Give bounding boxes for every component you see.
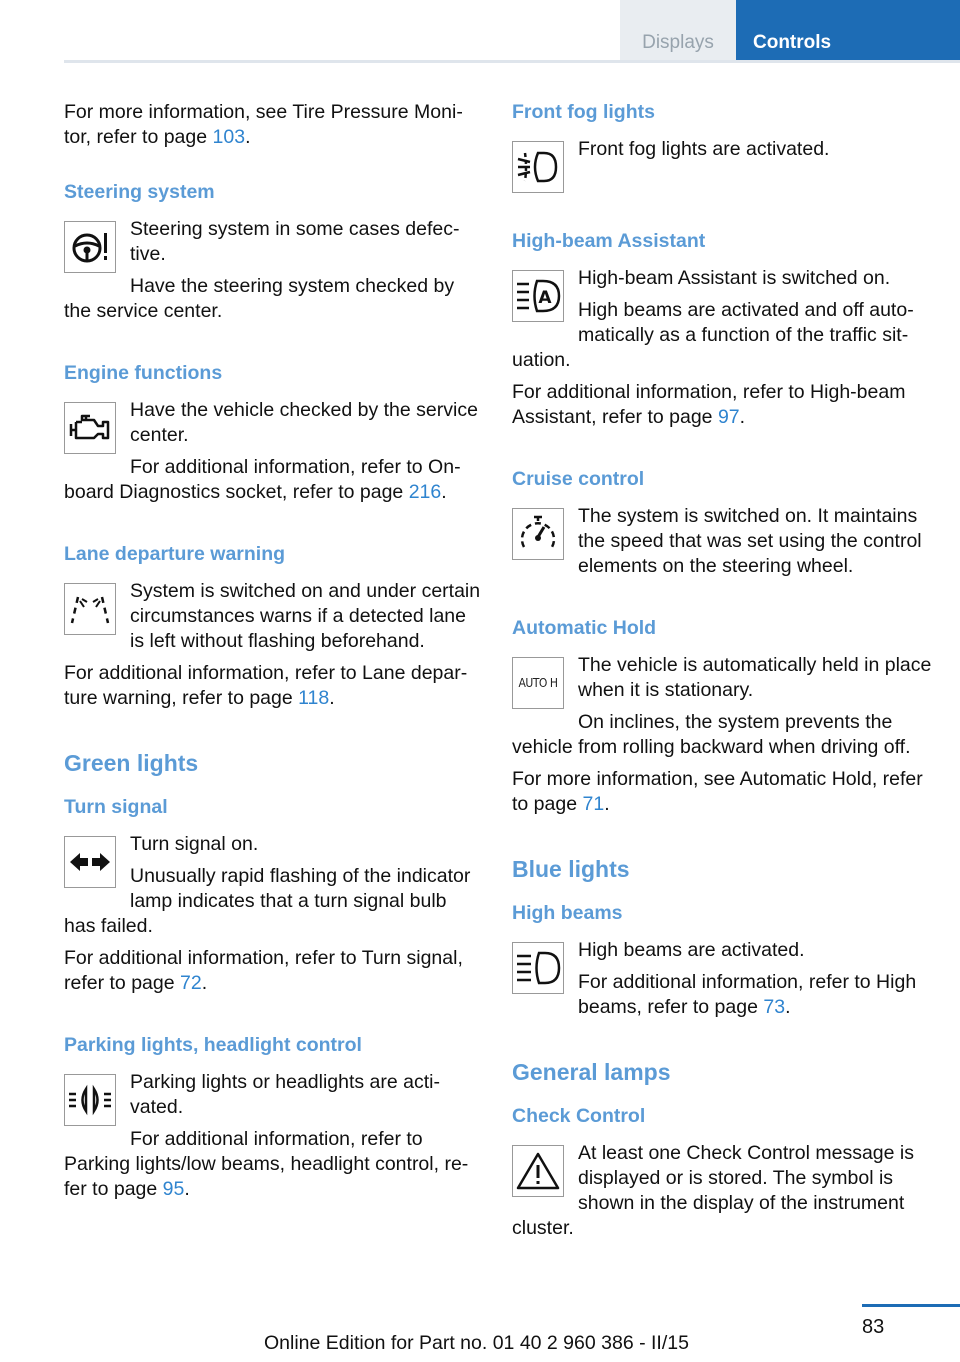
fog-line1: Front fog lights are activated. — [578, 138, 830, 160]
section-turn-signal — [64, 795, 482, 1003]
svg-text:A: A — [538, 288, 552, 308]
warning-triangle-icon — [512, 1145, 564, 1197]
section-title: High beams — [512, 902, 623, 924]
lane-line1: System is switched on and under certain circumstances warns if a detected lane is left without flashing beforehand. — [130, 580, 481, 652]
engine-line1: Have the vehicle checked by the service center. — [130, 399, 478, 446]
period: . — [441, 481, 447, 503]
group-heading-blue: Blue lights — [512, 856, 630, 882]
hba-line2: High beams are activated and off automatically as a function of the traffic situation. — [512, 299, 914, 371]
section-automatic-hold — [512, 616, 932, 824]
period: . — [184, 1178, 190, 1200]
lane-line2: For additional information, refer to Lane departure warning, refer to page — [64, 662, 468, 709]
turn-signal-icon — [64, 836, 116, 888]
highbeams-line2: For additional information, refer to High beams, refer to page — [578, 971, 917, 1018]
group-general-lamps — [512, 1057, 932, 1248]
lane-departure-icon — [64, 583, 116, 635]
parking-line1: Parking lights or headlights are activated. — [130, 1071, 440, 1118]
turn-line1: Turn signal on. — [130, 833, 259, 855]
tab-controls[interactable]: Controls — [736, 0, 960, 62]
period: . — [739, 406, 746, 428]
check-line1: At least one Check Control message is displayed or is stored. The symbol is shown in the display of the instrument cluster. — [512, 1142, 914, 1239]
highbeams-line1: High beams are activated. — [578, 939, 805, 961]
period: . — [785, 996, 791, 1018]
section-title: Cruise control — [512, 468, 645, 490]
page-link-216[interactable]: 216 — [408, 481, 442, 503]
section-parking-lights — [64, 1033, 482, 1209]
turn-line3: For additional information, refer to Turn signal, refer to page — [64, 947, 463, 994]
section-title: Engine functions — [64, 362, 223, 384]
page-link-72[interactable]: 72 — [180, 972, 202, 994]
engine-line2: For additional information, refer to On-board Diagnostics socket, refer to page — [64, 456, 461, 503]
section-title: Check Control — [512, 1105, 646, 1127]
section-front-fog-lights — [512, 100, 932, 199]
section-high-beam-assistant — [512, 229, 932, 437]
steering-warning-icon — [64, 221, 116, 273]
cruise-line1: The system is switched on. It maintains the speed that was set using the control elements on the steering wheel. — [578, 505, 922, 577]
section-title: Front fog lights — [512, 101, 655, 123]
left-column — [64, 100, 482, 1239]
group-heading-general: General lamps — [512, 1059, 671, 1085]
autohold-line3: For more information, see Automatic Hold, refer to page — [512, 768, 923, 815]
high-beam-icon — [512, 942, 564, 994]
section-check-control — [512, 1104, 932, 1248]
fog-light-icon — [512, 141, 564, 193]
high-beam-assistant-icon — [512, 270, 564, 322]
section-title: Steering system — [64, 181, 215, 203]
group-green-lights — [64, 748, 482, 1209]
header-rule — [64, 60, 960, 63]
intro-text: For more information, see Tire Pressure Monitor, refer to page — [64, 101, 463, 148]
section-steering-system — [64, 180, 482, 331]
autohold-line1: The vehicle is automatically held in place when it is stationary. — [578, 654, 932, 701]
parking-line2: For additional information, refer to Parking lights/low beams, headlight control, refer to page — [64, 1128, 469, 1200]
page-number: 83 — [862, 1316, 885, 1338]
section-title: Automatic Hold — [512, 617, 657, 639]
period: . — [604, 793, 610, 815]
section-lane-departure — [64, 542, 482, 718]
footer-rule — [862, 1304, 960, 1307]
section-title: Turn signal — [64, 796, 168, 818]
page-link-71[interactable]: 71 — [582, 793, 605, 815]
period: . — [201, 972, 208, 994]
edition-label: Online Edition for Part no. 01 40 2 960 386 - II/15 — [264, 1332, 689, 1354]
group-heading-green: Green lights — [64, 750, 199, 776]
page-link-97[interactable]: 97 — [717, 406, 740, 428]
hba-line1: High-beam Assistant is switched on. — [578, 267, 891, 289]
section-title: Lane departure warning — [64, 543, 286, 565]
tire-pressure-note — [64, 100, 482, 150]
steering-line1: Steering system in some cases defective. — [130, 218, 460, 265]
autohold-line2: On inclines, the system prevents the vehicle from rolling backward when driving off. — [512, 711, 911, 758]
page-link-103[interactable]: 103 — [212, 126, 246, 148]
auto-hold-icon — [512, 657, 564, 709]
period: . — [329, 687, 335, 709]
page-link-95[interactable]: 95 — [162, 1178, 185, 1200]
section-title: High-beam Assistant — [512, 230, 706, 252]
engine-icon — [64, 402, 116, 454]
right-column — [512, 100, 932, 1248]
hba-line3: For additional information, refer to High-beam Assistant, refer to page — [512, 381, 906, 428]
period: . — [245, 126, 251, 148]
page-link-118[interactable]: 118 — [298, 687, 330, 709]
section-title: Parking lights, headlight control — [64, 1034, 362, 1056]
group-blue-lights — [512, 854, 932, 1027]
steering-line2: Have the steering system checked by the service center. — [64, 275, 455, 322]
tab-displays[interactable]: Displays — [620, 0, 736, 62]
auto-hold-label: AUTO H — [518, 676, 558, 690]
turn-line2: Unusually rapid flashing of the indicator lamp indicates that a turn signal bulb has failed. — [64, 865, 471, 937]
section-cruise-control — [512, 467, 932, 586]
section-high-beams — [512, 901, 932, 1027]
section-engine-functions — [64, 361, 482, 512]
page-link-73[interactable]: 73 — [763, 996, 786, 1018]
cruise-control-icon — [512, 508, 564, 560]
parking-lights-icon — [64, 1074, 116, 1126]
